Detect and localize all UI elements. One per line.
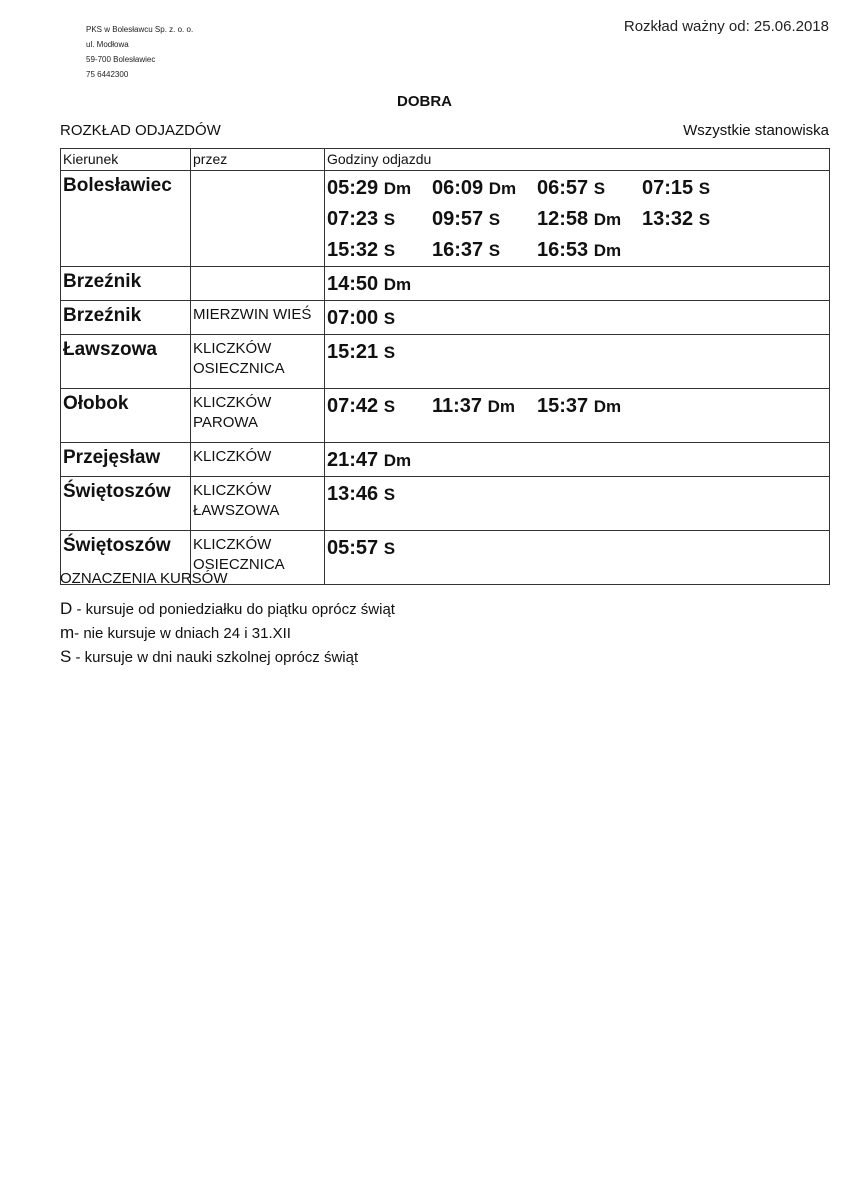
via-stop: MIERZWIN WIEŚ bbox=[193, 306, 312, 323]
timetable-row bbox=[61, 301, 830, 335]
departure-time bbox=[432, 391, 537, 422]
departure-hour: 07:15 bbox=[642, 177, 694, 199]
departure-time bbox=[327, 391, 432, 422]
via-stop: KLICZKÓW bbox=[193, 482, 272, 499]
legend-text: - nie kursuje w dniach 24 i 31.XII bbox=[74, 625, 291, 642]
times-cell bbox=[325, 477, 830, 531]
legend-text: - kursuje od poniedziałku do piątku oprócz świąt bbox=[72, 601, 395, 618]
company-info bbox=[86, 22, 193, 82]
schedule-title: ROZKŁAD ODJAZDÓW bbox=[60, 122, 221, 139]
via-cell bbox=[191, 267, 325, 301]
timetable-row bbox=[61, 389, 830, 443]
departure-time bbox=[327, 269, 432, 300]
via-stop: OSIECZNICA bbox=[193, 556, 285, 573]
direction-cell: Ołobok bbox=[61, 389, 191, 443]
times-cell bbox=[325, 389, 830, 443]
course-code: S bbox=[698, 179, 711, 198]
course-code: Dm bbox=[383, 179, 412, 198]
via-cell bbox=[191, 301, 325, 335]
departure-hour: 05:57 bbox=[327, 537, 379, 559]
course-code: S bbox=[593, 179, 606, 198]
departure-time bbox=[537, 235, 642, 266]
course-code: S bbox=[383, 397, 396, 416]
direction-cell: Brzeźnik bbox=[61, 301, 191, 335]
departure-time bbox=[327, 445, 432, 476]
times-cell bbox=[325, 171, 830, 267]
departure-hour: 13:46 bbox=[327, 483, 379, 505]
company-street: ul. Modłowa bbox=[86, 40, 129, 49]
departure-hour: 12:58 bbox=[537, 208, 589, 230]
timetable-row bbox=[61, 477, 830, 531]
course-code: S bbox=[698, 210, 711, 229]
direction-cell: Przejęsław bbox=[61, 443, 191, 477]
departure-hour: 16:37 bbox=[432, 239, 484, 261]
departure-time bbox=[537, 391, 642, 422]
departure-hour: 15:21 bbox=[327, 341, 379, 363]
course-code: Dm bbox=[593, 397, 622, 416]
direction-cell: Ławszowa bbox=[61, 335, 191, 389]
valid-from: Rozkład ważny od: 25.06.2018 bbox=[623, 18, 829, 35]
times-cell bbox=[325, 531, 830, 585]
departure-hour: 07:00 bbox=[327, 307, 379, 329]
legend bbox=[60, 570, 395, 669]
via-cell bbox=[191, 171, 325, 267]
stations-label: Wszystkie stanowiska bbox=[683, 122, 829, 139]
col-times: Godziny odjazdu bbox=[325, 149, 830, 171]
departure-hour: 09:57 bbox=[432, 208, 484, 230]
legend-title: OZNACZENIA KURSÓW bbox=[60, 570, 228, 587]
departure-time bbox=[327, 337, 432, 368]
departure-hour: 21:47 bbox=[327, 449, 379, 471]
direction-cell: Bolesławiec bbox=[61, 171, 191, 267]
course-code: S bbox=[383, 485, 396, 504]
via-stop: PAROWA bbox=[193, 414, 259, 431]
timetable-body bbox=[61, 171, 830, 585]
via-stop: ŁAWSZOWA bbox=[193, 502, 280, 519]
departure-time bbox=[432, 204, 537, 235]
legend-item bbox=[60, 645, 395, 669]
departure-hour: 15:37 bbox=[537, 395, 589, 417]
departure-time bbox=[327, 204, 432, 235]
course-code: S bbox=[383, 309, 396, 328]
course-code: S bbox=[383, 241, 396, 260]
times-cell bbox=[325, 301, 830, 335]
departure-time bbox=[642, 204, 747, 235]
course-code: Dm bbox=[593, 241, 622, 260]
via-stop: KLICZKÓW bbox=[193, 536, 272, 553]
direction-cell: Świętoszów bbox=[61, 477, 191, 531]
times-cell bbox=[325, 443, 830, 477]
timetable-header bbox=[61, 149, 830, 171]
departure-hour: 07:42 bbox=[327, 395, 379, 417]
course-code: S bbox=[488, 241, 501, 260]
via-cell bbox=[191, 335, 325, 389]
direction-cell: Świętoszów bbox=[61, 531, 191, 585]
departure-time bbox=[327, 235, 432, 266]
stop-name: DOBRA bbox=[397, 93, 452, 110]
legend-item bbox=[60, 621, 395, 645]
course-code: Dm bbox=[593, 210, 622, 229]
departure-hour: 16:53 bbox=[537, 239, 589, 261]
via-stop: OSIECZNICA bbox=[193, 360, 285, 377]
departure-hour: 11:37 bbox=[432, 395, 483, 417]
departure-time bbox=[432, 235, 537, 266]
legend-text: - kursuje w dni nauki szkolnej oprócz świąt bbox=[71, 649, 359, 666]
course-code: S bbox=[488, 210, 501, 229]
departure-hour: 14:50 bbox=[327, 273, 379, 295]
timetable bbox=[60, 148, 830, 585]
timetable-row bbox=[61, 171, 830, 267]
departure-time bbox=[642, 173, 747, 204]
timetable-row bbox=[61, 443, 830, 477]
times-cell bbox=[325, 335, 830, 389]
via-cell bbox=[191, 443, 325, 477]
course-code: S bbox=[383, 343, 396, 362]
departure-time bbox=[537, 204, 642, 235]
legend-symbol: S bbox=[60, 647, 72, 666]
company-name: PKS w Bolesławcu Sp. z. o. o. bbox=[86, 25, 194, 34]
legend-symbol: D bbox=[60, 599, 73, 618]
course-code: S bbox=[383, 539, 396, 558]
via-cell bbox=[191, 477, 325, 531]
timetable-row bbox=[61, 267, 830, 301]
departure-hour: 07:23 bbox=[327, 208, 379, 230]
company-city: 59-700 Bolesławiec bbox=[86, 55, 156, 64]
departure-hour: 13:32 bbox=[642, 208, 694, 230]
legend-symbol: m bbox=[60, 623, 75, 642]
course-code: Dm bbox=[488, 179, 517, 198]
departure-time bbox=[432, 173, 537, 204]
direction-cell: Brzeźnik bbox=[61, 267, 191, 301]
departure-time bbox=[537, 173, 642, 204]
departure-time bbox=[327, 479, 432, 510]
via-stop: KLICZKÓW bbox=[193, 448, 272, 465]
col-via: przez bbox=[191, 149, 325, 171]
departure-time bbox=[327, 303, 432, 334]
departure-time bbox=[327, 533, 432, 564]
company-phone: 75 6442300 bbox=[86, 70, 129, 79]
course-code: S bbox=[383, 210, 396, 229]
departure-time bbox=[327, 173, 432, 204]
via-stop: KLICZKÓW bbox=[193, 340, 272, 357]
col-direction: Kierunek bbox=[61, 149, 191, 171]
via-cell bbox=[191, 389, 325, 443]
legend-item bbox=[60, 597, 395, 621]
departure-hour: 05:29 bbox=[327, 177, 379, 199]
timetable-row bbox=[61, 335, 830, 389]
course-code: Dm bbox=[383, 451, 412, 470]
departure-hour: 06:57 bbox=[537, 177, 589, 199]
departure-hour: 06:09 bbox=[432, 177, 484, 199]
legend-items bbox=[60, 597, 395, 669]
course-code: Dm bbox=[487, 397, 516, 416]
departure-hour: 15:32 bbox=[327, 239, 379, 261]
times-cell bbox=[325, 267, 830, 301]
via-stop: KLICZKÓW bbox=[193, 394, 272, 411]
course-code: Dm bbox=[383, 275, 412, 294]
